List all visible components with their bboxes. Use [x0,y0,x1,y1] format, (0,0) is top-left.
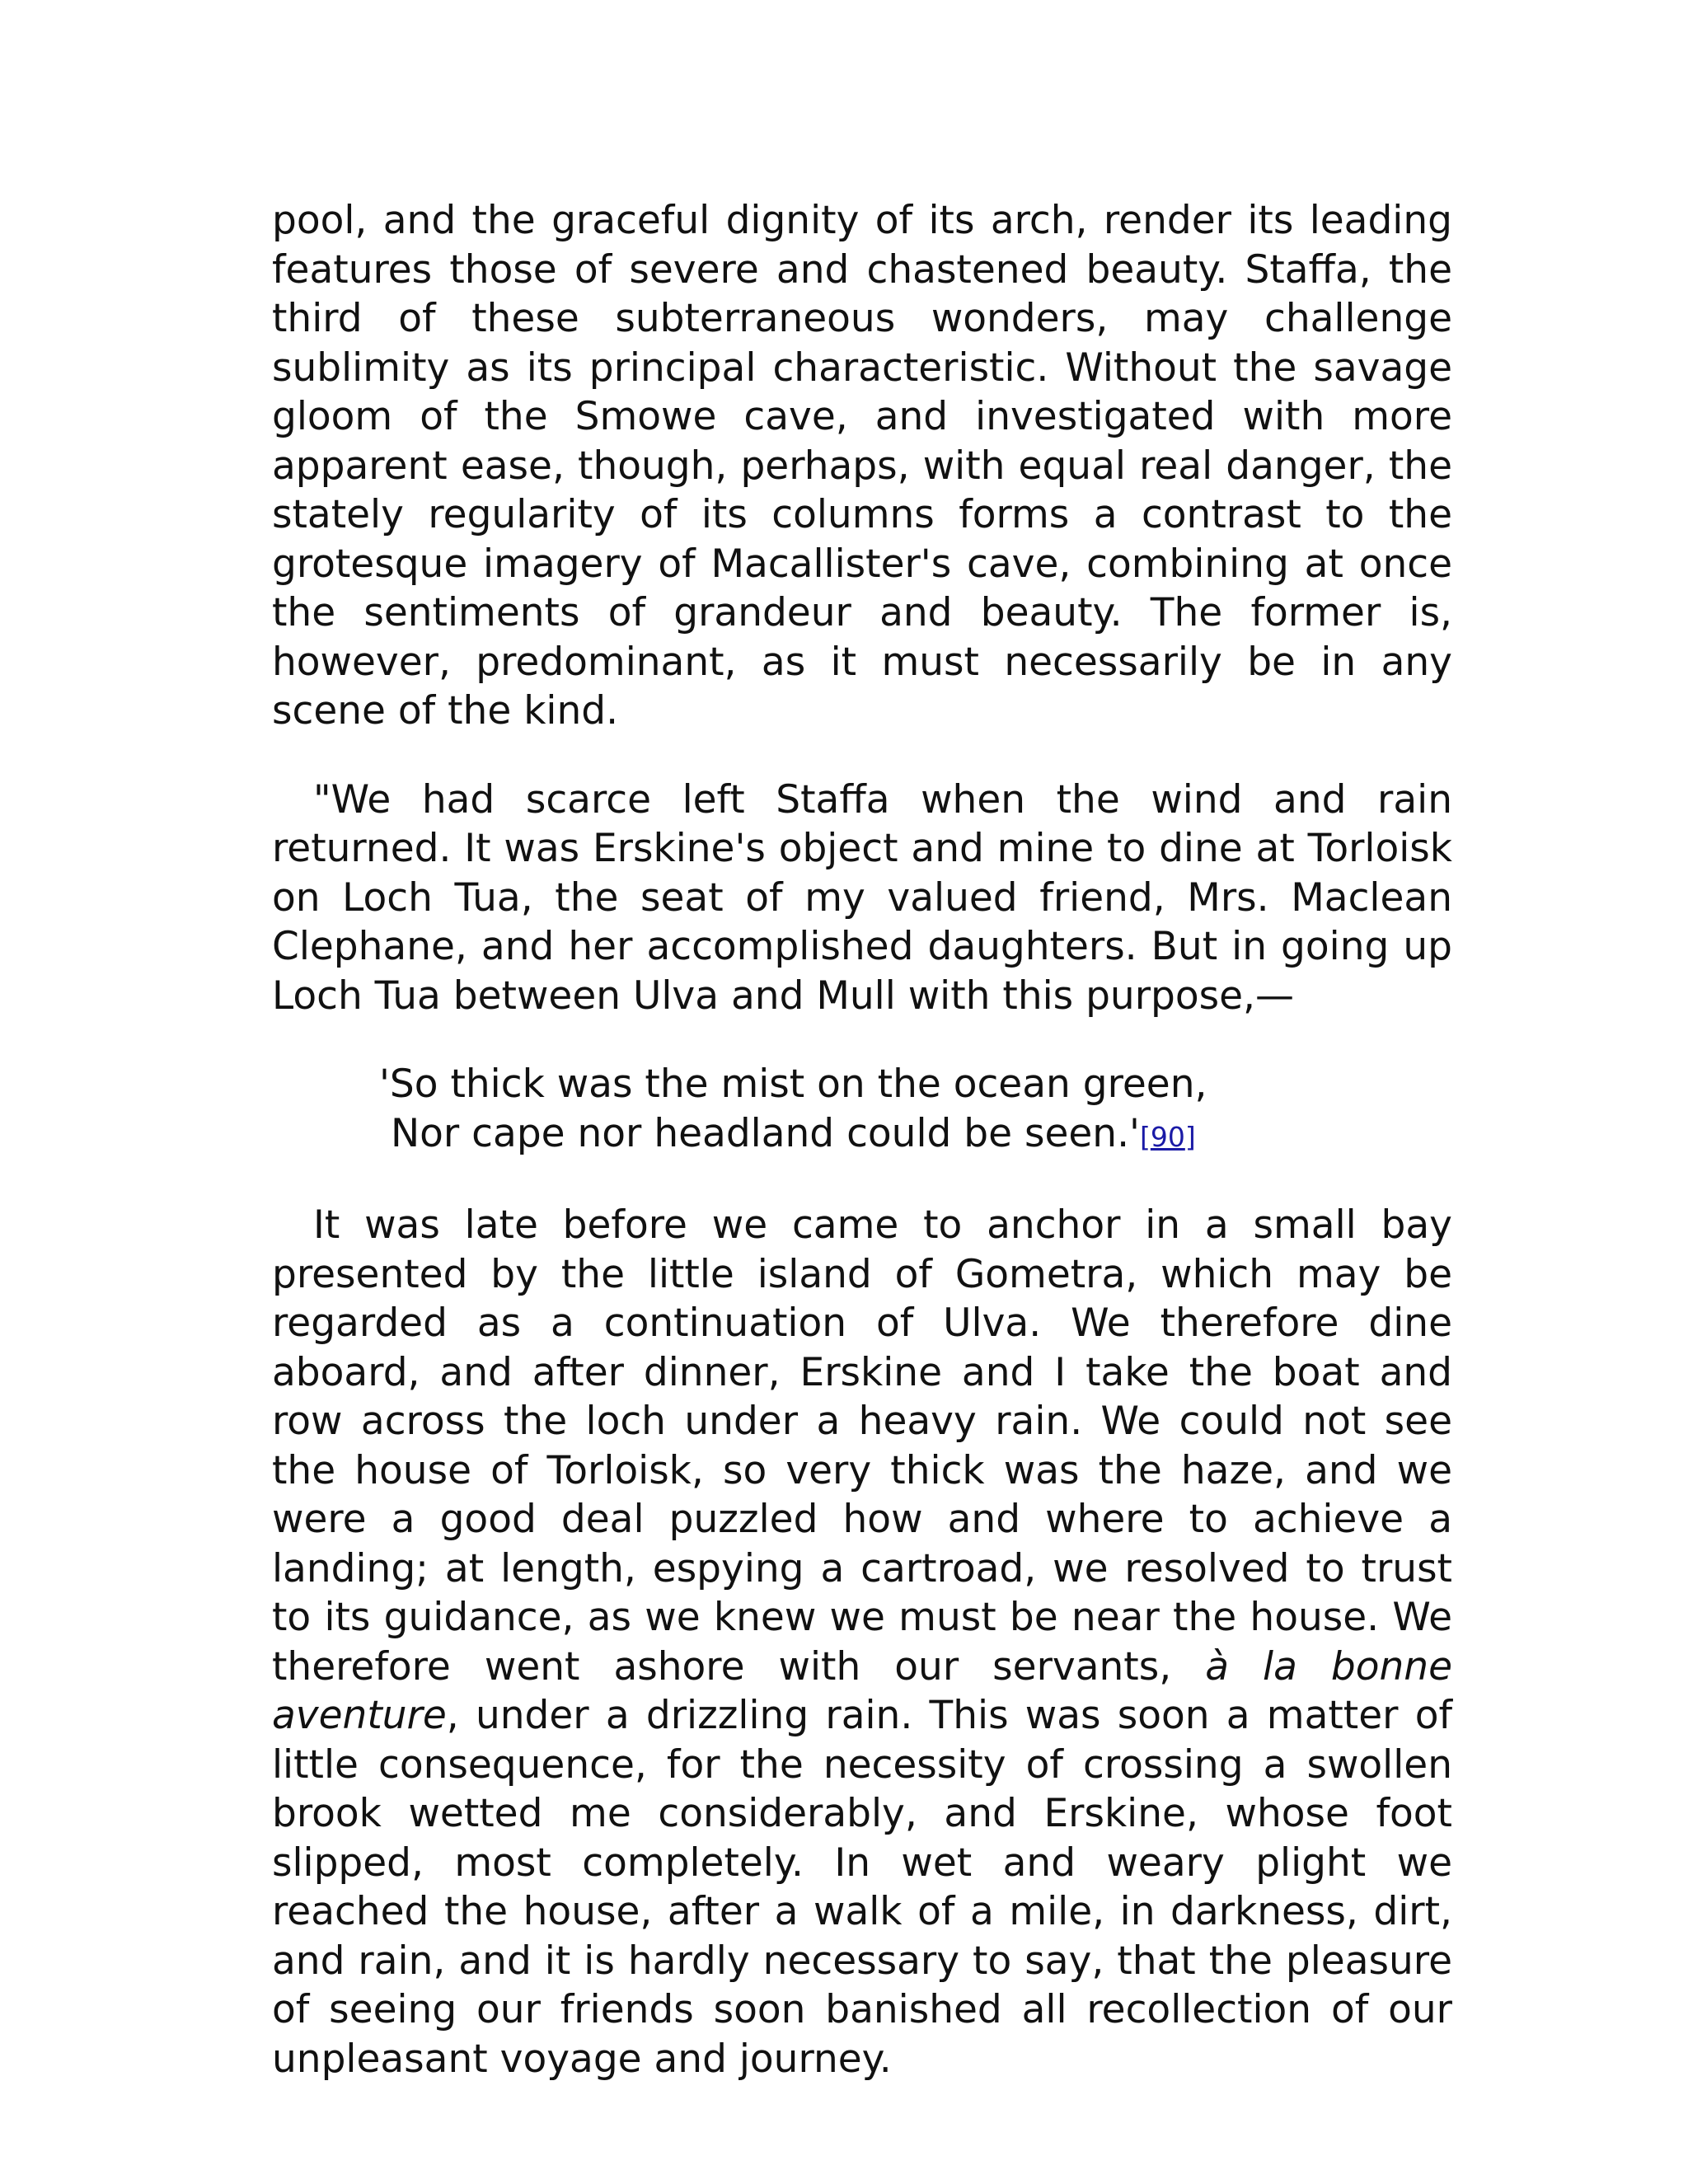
page-content [272,196,1452,2083]
paragraph-gometra-text-1: It was late before we came to anchor in a small bay presented by the little island of Gometra, which may be regarded as a continuation of Ulva. We therefore dine aboard, and after dinner, Erskine and I take the boat and row across the loch under a heavy rain. We could not see the house of Torloisk, so very thick was the haze, and we were a good deal puzzled how and where to achieve a landing; at length, espying a cartroad, we resolved to trust to its guidance, as we knew we must be near the house. We therefore went ashore with our servants, [272,1202,1452,1690]
footnote-link-90[interactable]: 90 [1150,1120,1185,1153]
italic-phrase: à la bonne aventure [272,1643,1453,1738]
footnote-close-bracket: ] [1184,1120,1196,1153]
verse-quotation [379,1060,1452,1161]
verse-line-1: 'So thick was the mist on the ocean green, [379,1062,1207,1107]
paragraph-gometra-text-2: , under a drizzling rain. This was soon a matter of little consequence, for the necessity of crossing a swollen brook wetted me considerably, and Erskine, whose foot slipped, most completely. In wet and weary plight we reached the house, after a walk of a mile, in darkness, dirt, and rain, and it is hardly necessary to say, that the pleasure of seeing our friends soon banished all recollection of our unpleasant voyage and journey. [272,1693,1452,2082]
verse-line-2-text: Nor cape nor headland could be seen.' [391,1110,1140,1156]
paragraph-gometra [272,1201,1452,2083]
verse-line-2 [379,1109,1452,1162]
footnote-open-bracket: [ [1139,1120,1151,1153]
paragraph-torloisk: "We had scarce left Staffa when the wind and rain returned. It was Erskine's object and mine to dine at Torloisk on Loch Tua, the seat of my valued friend, Mrs. Maclean Clephane, and her accomplished daughters. But in going up Loch Tua between Ulva and Mull with this purpose,— [272,776,1452,1019]
paragraph-staffa: pool, and the graceful dignity of its arch, render its leading features those of severe and chastened beauty. Staffa, the third of these subterraneous wonders, may challenge sublimity as its principal characteristic. Without the savage gloom of the Smowe cave, and investigated with more apparent ease, though, perhaps, with equal real danger, the stately regularity of its columns forms a contrast to the grotesque imagery of Macallister's cave, combining at once the sentiments of grandeur and beauty. The former is, however, predominant, as it must necessarily be in any scene of the kind. [272,198,1452,733]
